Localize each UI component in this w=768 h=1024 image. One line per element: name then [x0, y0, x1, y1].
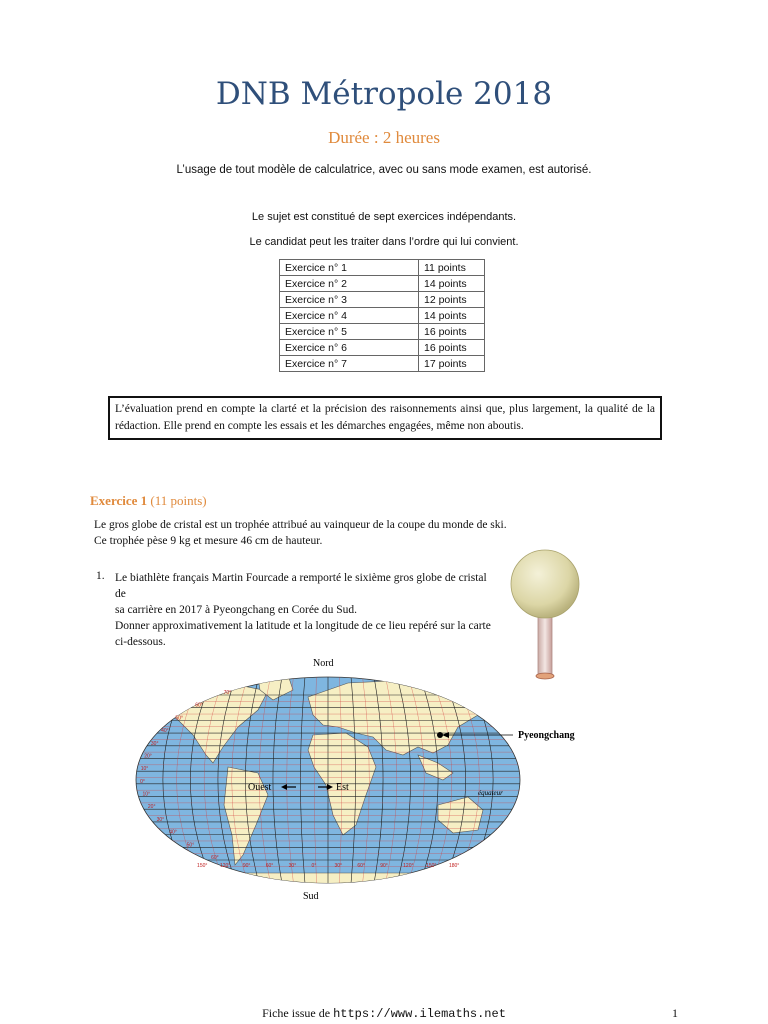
- world-map: [118, 655, 598, 905]
- table-row: [280, 356, 485, 372]
- exercise-name: Exercice n° 6: [280, 340, 419, 356]
- evaluation-note-box: [108, 396, 662, 440]
- exercise-name: Exercice n° 5: [280, 324, 419, 340]
- table-row: [280, 324, 485, 340]
- question-line: Le biathlète français Martin Fourcade a remporté le sixième gros globe de cristal de: [115, 572, 487, 600]
- table-row: [280, 276, 485, 292]
- question-1-number: 1.: [96, 570, 105, 582]
- description-line: Le gros globe de cristal est un trophée attribué au vainqueur de la coupe du monde de ski.: [94, 519, 507, 531]
- latitude-label: 30°: [150, 740, 159, 747]
- exercise-1-points: (11 points): [150, 493, 207, 508]
- table-row: [280, 292, 485, 308]
- description-line: Ce trophée pèse 9 kg et mesure 46 cm de hauteur.: [94, 535, 323, 547]
- longitude-label: 60°: [357, 863, 365, 869]
- latitude-label: 40°: [161, 728, 169, 735]
- exercise-points: 11 points: [419, 260, 485, 276]
- exercise-1-description: [94, 517, 507, 549]
- nord-label: Nord: [313, 658, 334, 669]
- exercise-1-title: Exercice 1: [90, 493, 148, 508]
- intro-line-2: Le candidat peut les traiter dans l’ordre qui lui convient.: [249, 236, 519, 248]
- question-1-text: [115, 570, 500, 650]
- intro-line-1: Le sujet est constitué de sept exercices indépendants.: [251, 211, 517, 223]
- latitude-label: 0°: [140, 778, 145, 785]
- evaluation-note: L’évaluation prend en compte la clarté et la précision des raisonnements ainsi que, plus largement, la qualité de la rédaction. Elle prend en compte les essais et les démarches engagées, même non aboutis.: [115, 403, 655, 432]
- latitude-label: 50°: [175, 715, 183, 722]
- exercise-points: 14 points: [419, 308, 485, 324]
- longitude-label: 150°: [426, 863, 437, 869]
- latitude-label: 20°: [147, 804, 156, 811]
- calculator-note: L’usage de tout modèle de calculatrice, avec ou sans mode examen, est autorisé.: [176, 164, 592, 176]
- question-line: sa carrière en 2017 à Pyeongchang en Corée du Sud.: [115, 604, 358, 616]
- longitude-label: 30°: [334, 863, 343, 869]
- exercise-name: Exercice n° 7: [280, 356, 419, 372]
- equateur-label: équateur: [478, 789, 503, 797]
- longitude-label: 90°: [380, 863, 388, 869]
- exercise-name: Exercice n° 1: [280, 260, 419, 276]
- exercise-name: Exercice n° 3: [280, 292, 419, 308]
- exercise-points: 16 points: [419, 340, 485, 356]
- longitude-label: 150°: [197, 863, 208, 869]
- table-row: [280, 308, 485, 324]
- latitude-label: 20°: [144, 753, 152, 760]
- exercise-name: Exercice n° 4: [280, 308, 419, 324]
- longitude-label: 180°: [448, 863, 460, 869]
- table-row: [280, 340, 485, 356]
- footer-prefix: Fiche issue de: [262, 1006, 334, 1020]
- latitude-label: 70°: [223, 690, 232, 696]
- ouest-label: Ouest: [248, 782, 272, 793]
- longitude-label: 120°: [403, 863, 414, 869]
- exercises-points-table: [279, 259, 485, 372]
- est-label: Est: [336, 782, 349, 793]
- exercise-points: 12 points: [419, 292, 485, 308]
- question-line: Donner approximativement la latitude et la longitude de ce lieu repéré sur la carte: [115, 620, 491, 632]
- exercise-name: Exercice n° 2: [280, 276, 419, 292]
- latitude-label: 30°: [156, 816, 165, 823]
- pyeongchang-label: Pyeongchang: [518, 730, 575, 741]
- exercise-points: 17 points: [419, 356, 485, 372]
- sud-label: Sud: [303, 891, 319, 902]
- exercise-points: 14 points: [419, 276, 485, 292]
- latitude-label: 50°: [186, 842, 195, 849]
- longitude-label: 60°: [265, 863, 274, 869]
- exam-duration: Durée : 2 heures: [328, 128, 440, 147]
- latitude-label: 60°: [195, 702, 203, 709]
- latitude-label: 10°: [140, 766, 149, 773]
- latitude-label: 60°: [211, 855, 219, 861]
- longitude-label: 120°: [219, 863, 231, 869]
- table-row: [280, 260, 485, 276]
- longitude-label: 90°: [242, 863, 251, 869]
- exercise-1-heading: [90, 493, 207, 509]
- latitude-label: 40°: [169, 829, 177, 836]
- longitude-label: 30°: [288, 863, 297, 869]
- page-number: 1: [672, 1006, 678, 1020]
- latitude-label: 10°: [142, 791, 151, 798]
- footer: [0, 1006, 768, 1021]
- longitude-label: 0°: [311, 863, 317, 869]
- page-title: DNB Métropole 2018: [215, 76, 553, 112]
- question-line: ci-dessous.: [115, 636, 166, 648]
- footer-url-link[interactable]: https://www.ilemaths.net: [333, 1007, 506, 1021]
- exercise-points: 16 points: [419, 324, 485, 340]
